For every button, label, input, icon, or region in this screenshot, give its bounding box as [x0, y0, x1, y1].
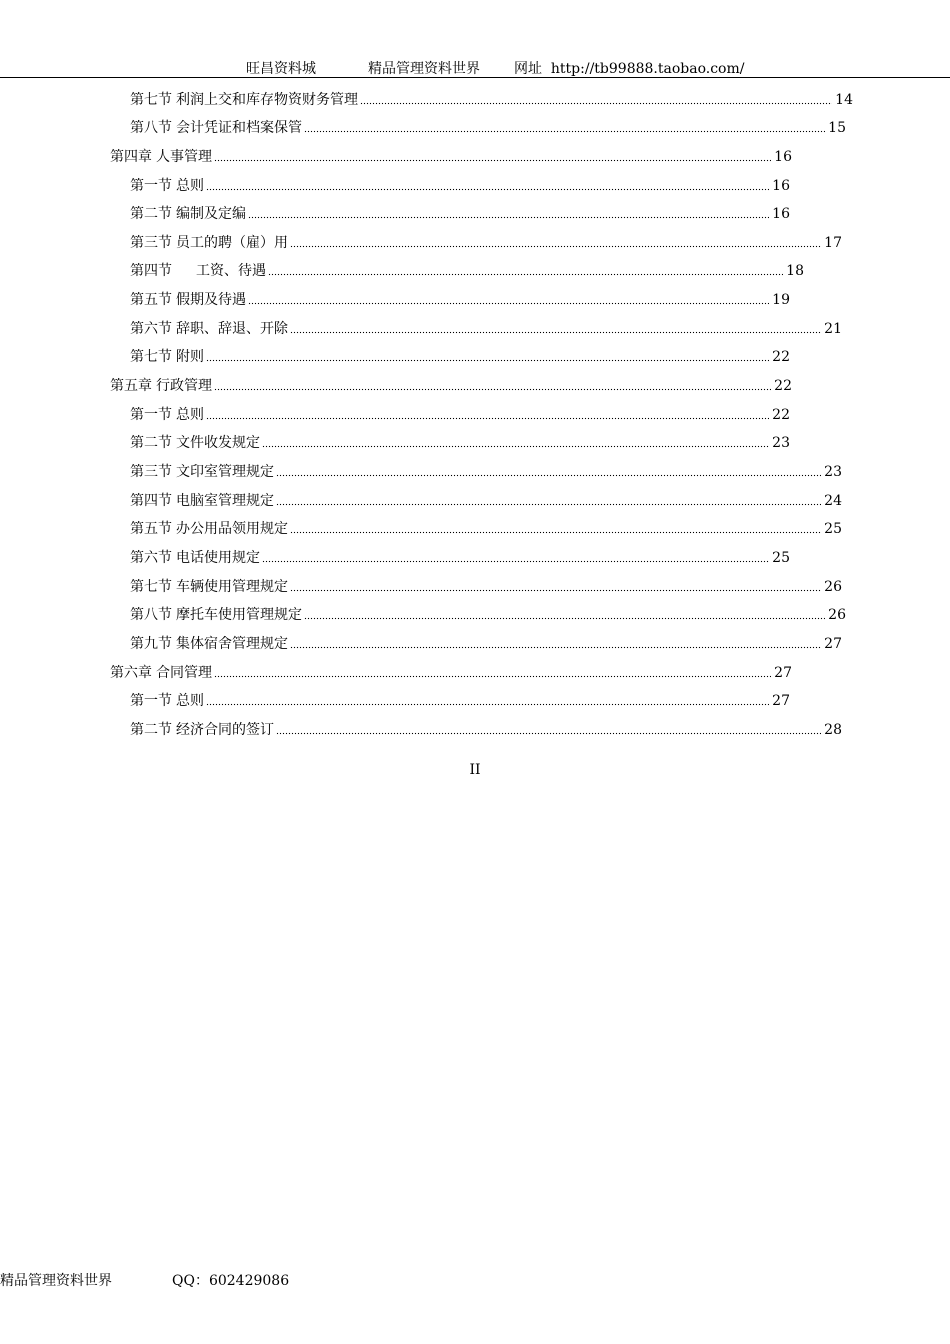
toc-dot-leader: [276, 730, 821, 736]
toc-dot-leader: [206, 415, 769, 421]
toc-entry-page: 28: [824, 722, 842, 738]
toc-entry-page: 25: [772, 550, 790, 566]
toc-entry-title: 会计凭证和档案保管: [176, 120, 302, 136]
toc-entry-number: 第四节: [130, 263, 172, 279]
toc-entry-number: 第二节: [130, 206, 172, 222]
toc-entry-title: 工资、待遇: [196, 263, 266, 279]
toc-dot-leader: [206, 701, 769, 707]
toc-entry-page: 16: [772, 178, 790, 194]
toc-dot-leader: [206, 186, 769, 192]
toc-dot-leader: [290, 329, 821, 335]
toc-entry-title: 摩托车使用管理规定: [176, 607, 302, 623]
toc-dot-leader: [276, 501, 821, 507]
toc-entry-title: 员工的聘（雇）用: [176, 235, 288, 251]
toc-entry-number: 第七节: [130, 579, 172, 595]
toc-entry[interactable]: [130, 483, 842, 511]
toc-entry-number: 第五节: [130, 292, 172, 308]
toc-entry[interactable]: [130, 425, 790, 453]
toc-entry-number: 第三节: [130, 235, 172, 251]
footer-name: 精品管理资料世界: [0, 1273, 112, 1289]
page-header: [0, 58, 950, 78]
toc-entry[interactable]: [130, 253, 804, 281]
header-rule: [0, 77, 950, 78]
toc-entry-number: 第八节: [130, 607, 172, 623]
toc-entry[interactable]: [130, 311, 842, 339]
toc-entry-title: 电话使用规定: [176, 550, 260, 566]
toc-entry-title: 车辆使用管理规定: [176, 579, 288, 595]
toc-entry-title: 利润上交和库存物资财务管理: [176, 92, 358, 108]
toc-entry-title: 集体宿舍管理规定: [176, 636, 288, 652]
toc-entry[interactable]: [130, 454, 842, 482]
toc-entry-title: 电脑室管理规定: [176, 493, 274, 509]
toc-dot-leader: [360, 100, 832, 106]
toc-entry-number: 第一节: [130, 178, 172, 194]
toc-entry[interactable]: [130, 597, 846, 625]
toc-entry-page: 15: [828, 120, 846, 136]
toc-entry-number: 第五节: [130, 521, 172, 537]
toc-dot-leader: [206, 357, 769, 363]
toc-dot-leader: [290, 644, 821, 650]
toc-entry-title: 总则: [176, 407, 204, 423]
toc-entry-number: 第六章: [110, 665, 152, 681]
toc-entry[interactable]: [130, 82, 853, 110]
toc-entry-page: 22: [772, 407, 790, 423]
toc-dot-leader: [248, 300, 769, 306]
toc-dot-leader: [290, 587, 821, 593]
toc-entry[interactable]: [130, 110, 846, 138]
toc-chapter-entry[interactable]: [110, 368, 792, 396]
toc-entry-number: 第六节: [130, 550, 172, 566]
toc-entry-title: 办公用品领用规定: [176, 521, 288, 537]
toc-entry-page: 18: [786, 263, 804, 279]
toc-entry-page: 25: [824, 521, 842, 537]
toc-entry-title: 人事管理: [156, 149, 212, 165]
toc-entry-title: 经济合同的签订: [176, 722, 274, 738]
toc-entry-title: 合同管理: [156, 665, 212, 681]
toc-entry-number: 第九节: [130, 636, 172, 652]
toc-entry[interactable]: [130, 540, 790, 568]
toc-entry-title: 编制及定编: [176, 206, 246, 222]
toc-entry-number: 第二节: [130, 722, 172, 738]
toc-entry-title: 假期及待遇: [176, 292, 246, 308]
toc-chapter-entry[interactable]: [110, 655, 792, 683]
toc-entry-page: 16: [774, 149, 792, 165]
toc-entry-title: 辞职、辞退、开除: [176, 321, 288, 337]
toc-dot-leader: [248, 214, 769, 220]
toc-dot-leader: [290, 243, 821, 249]
toc-entry-title: 总则: [176, 693, 204, 709]
toc-entry-page: 26: [828, 607, 846, 623]
toc-entry-number: 第七节: [130, 349, 172, 365]
toc-dot-leader: [304, 128, 825, 134]
toc-entry-title: 附则: [176, 349, 204, 365]
toc-entry-number: 第一节: [130, 693, 172, 709]
toc-entry-number: 第四节: [130, 493, 172, 509]
toc-entry[interactable]: [130, 683, 790, 711]
toc-entry[interactable]: [130, 196, 790, 224]
toc-entry-number: 第六节: [130, 321, 172, 337]
toc-entry-number: 第二节: [130, 435, 172, 451]
toc-entry-title: 总则: [176, 178, 204, 194]
footer-qq: QQ：602429086: [172, 1273, 290, 1289]
page-number: II: [469, 762, 481, 778]
toc-entry-number: 第七节: [130, 92, 172, 108]
toc-entry-page: 27: [774, 665, 792, 681]
toc-entry-page: 22: [774, 378, 792, 394]
toc-entry-page: 26: [824, 579, 842, 595]
toc-entry-number: 第四章: [110, 149, 152, 165]
header-url[interactable]: http://tb99888.taobao.com/: [550, 61, 745, 77]
toc-dot-leader: [268, 271, 783, 277]
toc-dot-leader: [262, 443, 769, 449]
toc-dot-leader: [262, 558, 769, 564]
toc-entry-page: 16: [772, 206, 790, 222]
toc-entry[interactable]: [130, 225, 842, 253]
header-url-group: [514, 58, 744, 78]
toc-entry[interactable]: [130, 339, 790, 367]
toc-entry-number: 第三节: [130, 464, 172, 480]
toc-entry-page: 23: [824, 464, 842, 480]
toc-entry-page: 21: [824, 321, 842, 337]
toc-dot-leader: [290, 529, 821, 535]
toc-dot-leader: [214, 157, 771, 163]
header-url-label: 网址: [514, 61, 542, 77]
toc-entry-page: 27: [824, 636, 842, 652]
toc-entry[interactable]: [130, 282, 790, 310]
toc-entry-page: 19: [772, 292, 790, 308]
header-shop-name: 旺昌资料城: [246, 61, 316, 77]
toc-entry-title: 文件收发规定: [176, 435, 260, 451]
toc-entry[interactable]: [130, 511, 842, 539]
toc-entry-page: 22: [772, 349, 790, 365]
toc-entry-page: 14: [835, 92, 853, 108]
toc-entry[interactable]: [130, 569, 842, 597]
toc-entry[interactable]: [130, 712, 842, 740]
toc-dot-leader: [214, 386, 771, 392]
toc-dot-leader: [276, 472, 821, 478]
toc-entry-title: 文印室管理规定: [176, 464, 274, 480]
toc-entry-number: 第一节: [130, 407, 172, 423]
toc-entry[interactable]: [130, 397, 790, 425]
toc-chapter-entry[interactable]: [110, 139, 792, 167]
toc-entry-page: 17: [824, 235, 842, 251]
toc-entry-number: 第五章: [110, 378, 152, 394]
toc-entry-page: 23: [772, 435, 790, 451]
header-slogan: 精品管理资料世界: [368, 61, 480, 77]
toc-entry[interactable]: [130, 168, 790, 196]
toc-entry[interactable]: [130, 626, 842, 654]
toc-dot-leader: [214, 673, 771, 679]
toc-dot-leader: [304, 615, 825, 621]
toc-entry-page: 27: [772, 693, 790, 709]
toc-entry-page: 24: [824, 493, 842, 509]
toc-entry-title: 行政管理: [156, 378, 212, 394]
toc-entry-number: 第八节: [130, 120, 172, 136]
